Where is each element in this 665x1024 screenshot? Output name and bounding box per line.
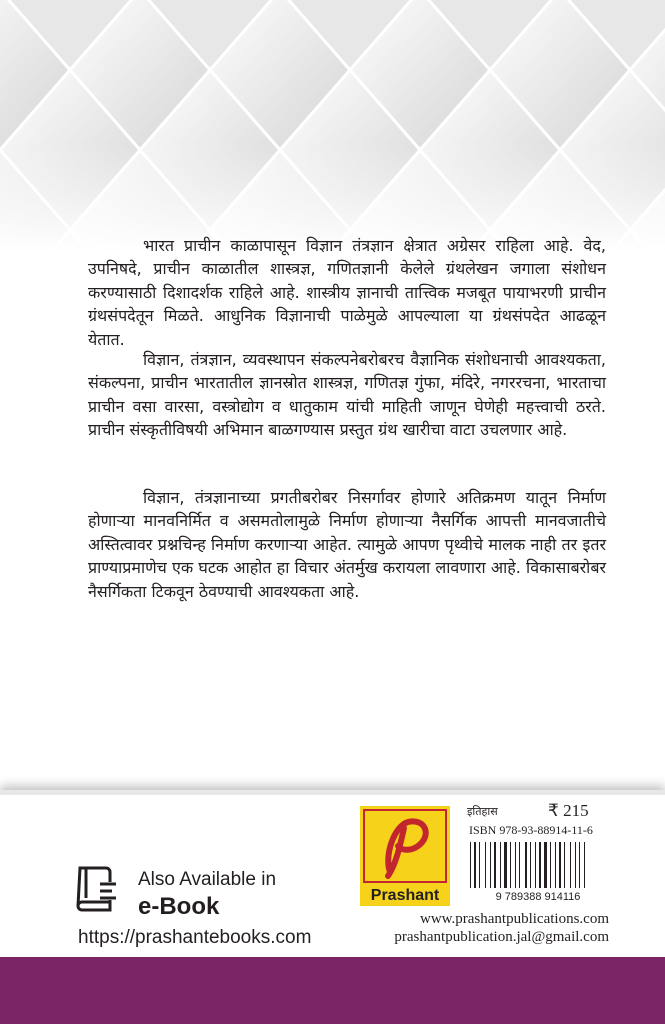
barcode-bar bbox=[564, 842, 565, 888]
prashant-logo bbox=[360, 806, 450, 906]
publisher-email[interactable]: prashantpublication.jal@gmail.com bbox=[394, 929, 609, 945]
barcode-bar bbox=[519, 842, 520, 888]
barcode-bar bbox=[510, 842, 511, 888]
price-label: ₹ 215 bbox=[548, 801, 589, 820]
barcode-bar bbox=[504, 842, 507, 888]
blurb-text: विज्ञान, तंत्रज्ञान, व्यवस्थापन संकल्पनेबरोबरच वैज्ञानिक संशोधनाची आवश्यकता, संकल्पना, प्राचीन भारतातील ज्ञानस्रोत शास्त्रज्ञ, गणितज्ञ गुंफा, मंदिरे, नगररचना, भारताचा प्राचीन वसा वारसा, वस्त्रोद्योग व धातुकाम यांची माहिती जाणून घेणेही महत्त्वाची ठरते. प्राचीन संस्कृतीविषयी अभिमान बाळगण्यास प्रस्तुत ग्रंथ खारीचा वाटा उचलणार आहे. bbox=[88, 350, 606, 440]
barcode-bar bbox=[525, 842, 527, 888]
barcode-bar bbox=[500, 842, 501, 888]
ebook-label: e-Book bbox=[138, 893, 220, 920]
ebook-link[interactable]: https://prashantebooks.com bbox=[78, 927, 312, 948]
bottom-color-band bbox=[0, 957, 665, 1024]
barcode-bar bbox=[470, 842, 471, 888]
barcode-bar bbox=[570, 842, 571, 888]
barcode-bar bbox=[584, 842, 585, 888]
barcode-bar bbox=[559, 842, 561, 888]
divider bbox=[0, 790, 665, 795]
also-available-text: Also Available in bbox=[138, 869, 277, 890]
isbn-barcode bbox=[466, 840, 610, 902]
barcode-bar bbox=[575, 842, 576, 888]
publisher-website[interactable]: www.prashantpublications.com bbox=[420, 911, 609, 927]
barcode-bar bbox=[490, 842, 491, 888]
barcode-bar bbox=[555, 842, 556, 888]
barcode-bar bbox=[544, 842, 547, 888]
barcode-bar bbox=[494, 842, 496, 888]
barcode-bar bbox=[530, 842, 531, 888]
blurb-paragraph-3 bbox=[88, 486, 606, 603]
barcode-number: 9 789388 914116 bbox=[495, 891, 581, 902]
barcode-bar bbox=[579, 842, 580, 888]
barcode-bar bbox=[474, 842, 476, 888]
ebook-icon bbox=[74, 864, 120, 916]
barcode-bar bbox=[539, 842, 541, 888]
blurb-text: विज्ञान, तंत्रज्ञानाच्या प्रगतीबरोबर निसर्गावर होणारे अतिक्रमण यातून निर्माण होणाऱ्या मानवनिर्मित व असमतोलामुळे निर्माण होणाऱ्या नैसर्गिक आपत्ती मानवजातीचे अस्तित्वावर प्रश्नचिन्ह निर्माण करणाऱ्या आहेत. त्यामुळे आपण पृथ्वीचे मालक नाही तर इतर प्राण्याप्रमाणेच एक घटक आहोत हा विचार अंतर्मुख करायला लावणारा आहे. विकासाबरोबर नैसर्गिकता टिकवून ठेवण्याची आवश्यकता आहे. bbox=[88, 488, 606, 601]
barcode-bar bbox=[535, 842, 536, 888]
blurb-paragraph-2 bbox=[88, 348, 606, 442]
barcode-bar bbox=[485, 842, 486, 888]
barcode-bar bbox=[515, 842, 516, 888]
blurb-paragraph-1 bbox=[88, 234, 606, 351]
publisher-name: Prashant bbox=[370, 887, 440, 904]
category-label: इतिहास bbox=[467, 805, 498, 818]
barcode-bar bbox=[479, 842, 480, 888]
barcode-bar bbox=[550, 842, 551, 888]
blurb-text: भारत प्राचीन काळापासून विज्ञान तंत्रज्ञान क्षेत्रात अग्रेसर राहिला आहे. वेद, उपनिषदे, प्राचीन काळातील शास्त्रज्ञ, गणितज्ञानी केलेले ग्रंथलेखन जगाला संशोधन करण्यासाठी दिशादर्शक राहिले आहे. शास्त्रीय ज्ञानाची तात्त्विक मजबूत पायाभरणी प्राचीन ग्रंथसंपदेतून मिळते. आधुनिक विज्ञानाची पाळेमुळे आपल्याला या ग्रंथसंपदेत आढळून येतात. bbox=[88, 236, 606, 349]
isbn-label: ISBN 978-93-88914-11-6 bbox=[469, 823, 593, 837]
